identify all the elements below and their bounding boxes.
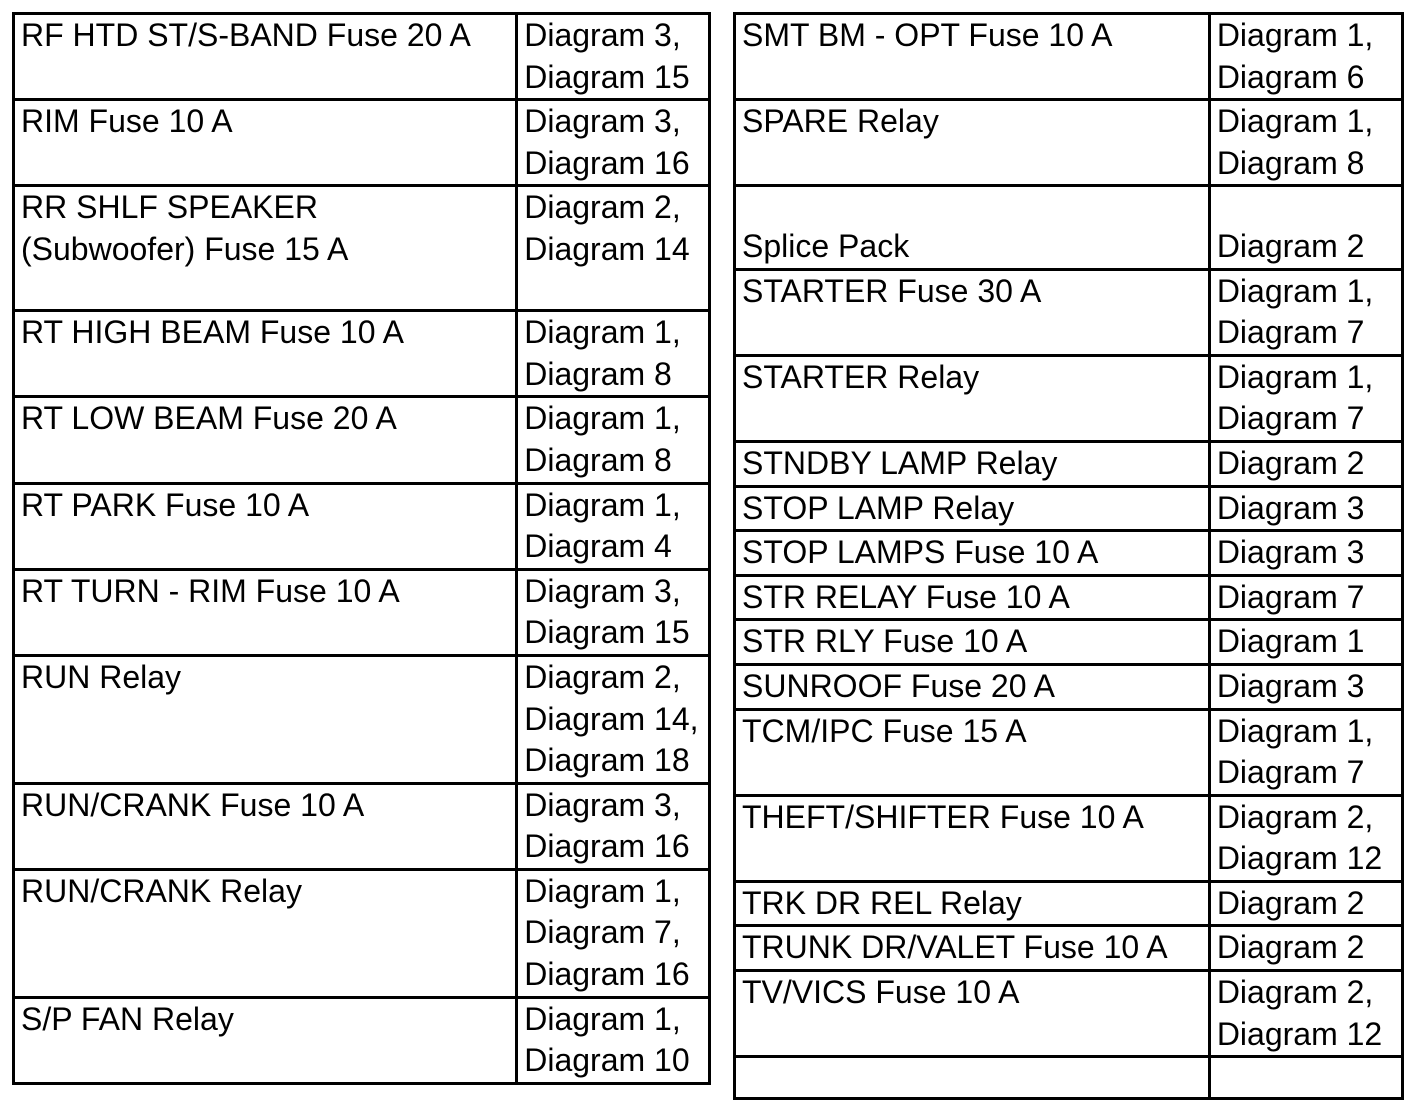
component-name-cell: SPARE Relay [735,100,1210,186]
diagram-reference-cell: Diagram 2, Diagram 14 [517,186,710,311]
table-row [14,311,710,397]
component-name-cell: RT TURN - RIM Fuse 10 A [14,569,517,655]
diagram-reference-cell: Diagram 1, Diagram 8 [1209,100,1402,186]
component-name-cell: STR RLY Fuse 10 A [735,620,1210,665]
diagram-reference-cell: Diagram 2 [1209,186,1402,269]
table-row [14,783,710,869]
component-name-cell: RUN Relay [14,655,517,783]
component-name-cell: TRUNK DR/VALET Fuse 10 A [735,926,1210,971]
diagram-reference-cell: Diagram 1, Diagram 7 [1209,355,1402,441]
diagram-reference-cell: Diagram 2, Diagram 12 [1209,971,1402,1057]
component-name-cell: STOP LAMPS Fuse 10 A [735,531,1210,576]
table-row [735,664,1403,709]
table-row [735,971,1403,1057]
table-row [14,997,710,1083]
component-name-cell: RUN/CRANK Relay [14,869,517,997]
component-name-cell: Splice Pack [735,186,1210,269]
diagram-reference-cell: Diagram 2, Diagram 14, Diagram 18 [517,655,710,783]
component-name-cell: STR RELAY Fuse 10 A [735,575,1210,620]
component-name-cell: TV/VICS Fuse 10 A [735,971,1210,1057]
table-row [735,575,1403,620]
component-name-cell: STOP LAMP Relay [735,486,1210,531]
component-name-cell: S/P FAN Relay [14,997,517,1083]
diagram-reference-cell: Diagram 3 [1209,664,1402,709]
table-row [14,869,710,997]
diagram-reference-cell: Diagram 1, Diagram 4 [517,483,710,569]
diagram-reference-cell: Diagram 7 [1209,575,1402,620]
diagram-reference-cell: Diagram 1, Diagram 7, Diagram 16 [517,869,710,997]
diagram-reference-cell: Diagram 3, Diagram 16 [517,100,710,186]
table-row [735,14,1403,100]
diagram-reference-cell: Diagram 2, Diagram 12 [1209,795,1402,881]
diagram-reference-cell: Diagram 2 [1209,441,1402,486]
fuse-relay-table-right [733,12,1404,1100]
fuse-relay-table-left [12,12,711,1085]
table-row [14,655,710,783]
diagram-reference-cell: Diagram 3, Diagram 16 [517,783,710,869]
diagram-reference-cell: Diagram 1, Diagram 8 [517,397,710,483]
component-name-cell: RR SHLF SPEAKER (Subwoofer) Fuse 15 A [14,186,517,311]
component-name-cell: RF HTD ST/S-BAND Fuse 20 A [14,14,517,100]
table-row [735,709,1403,795]
diagram-reference-cell: Diagram 3 [1209,486,1402,531]
component-name-cell: RT HIGH BEAM Fuse 10 A [14,311,517,397]
diagram-reference-cell: Diagram 1, Diagram 6 [1209,14,1402,100]
component-name-cell: TRK DR REL Relay [735,881,1210,926]
table-row [14,397,710,483]
component-name-cell: SUNROOF Fuse 20 A [735,664,1210,709]
diagram-reference-cell: Diagram 3 [1209,531,1402,576]
table-row [14,186,710,311]
diagram-reference-cell: Diagram 1, Diagram 7 [1209,709,1402,795]
diagram-reference-cell: Diagram 3, Diagram 15 [517,14,710,100]
component-name-cell: RIM Fuse 10 A [14,100,517,186]
diagram-reference-cell: Diagram 1, Diagram 7 [1209,269,1402,355]
component-name-cell: STARTER Fuse 30 A [735,269,1210,355]
diagram-reference-cell: Diagram 1, Diagram 8 [517,311,710,397]
table-row [14,569,710,655]
table-row [735,186,1403,269]
table-row [14,14,710,100]
diagram-reference-cell: Diagram 2 [1209,926,1402,971]
table-row [735,881,1403,926]
table-row [735,486,1403,531]
component-name-cell: STARTER Relay [735,355,1210,441]
table-row [735,441,1403,486]
component-name-cell: TCM/IPC Fuse 15 A [735,709,1210,795]
component-name-cell: STNDBY LAMP Relay [735,441,1210,486]
component-name-cell [735,1057,1210,1099]
table-row [735,620,1403,665]
component-name-cell: RT LOW BEAM Fuse 20 A [14,397,517,483]
component-name-cell: THEFT/SHIFTER Fuse 10 A [735,795,1210,881]
diagram-reference-cell: Diagram 2 [1209,881,1402,926]
table-row [735,355,1403,441]
table-row [14,100,710,186]
table-row [735,795,1403,881]
diagram-reference-cell: Diagram 3, Diagram 15 [517,569,710,655]
table-row [735,269,1403,355]
table-row [735,100,1403,186]
table-row [735,531,1403,576]
component-name-cell: SMT BM - OPT Fuse 10 A [735,14,1210,100]
component-name-cell: RT PARK Fuse 10 A [14,483,517,569]
table-row [14,483,710,569]
table-row [735,926,1403,971]
diagram-reference-cell: Diagram 1 [1209,620,1402,665]
column-gap [711,12,733,1056]
diagram-reference-cell [1209,1057,1402,1099]
component-name-cell: RUN/CRANK Fuse 10 A [14,783,517,869]
table-row [735,1057,1403,1099]
diagram-reference-cell: Diagram 1, Diagram 10 [517,997,710,1083]
